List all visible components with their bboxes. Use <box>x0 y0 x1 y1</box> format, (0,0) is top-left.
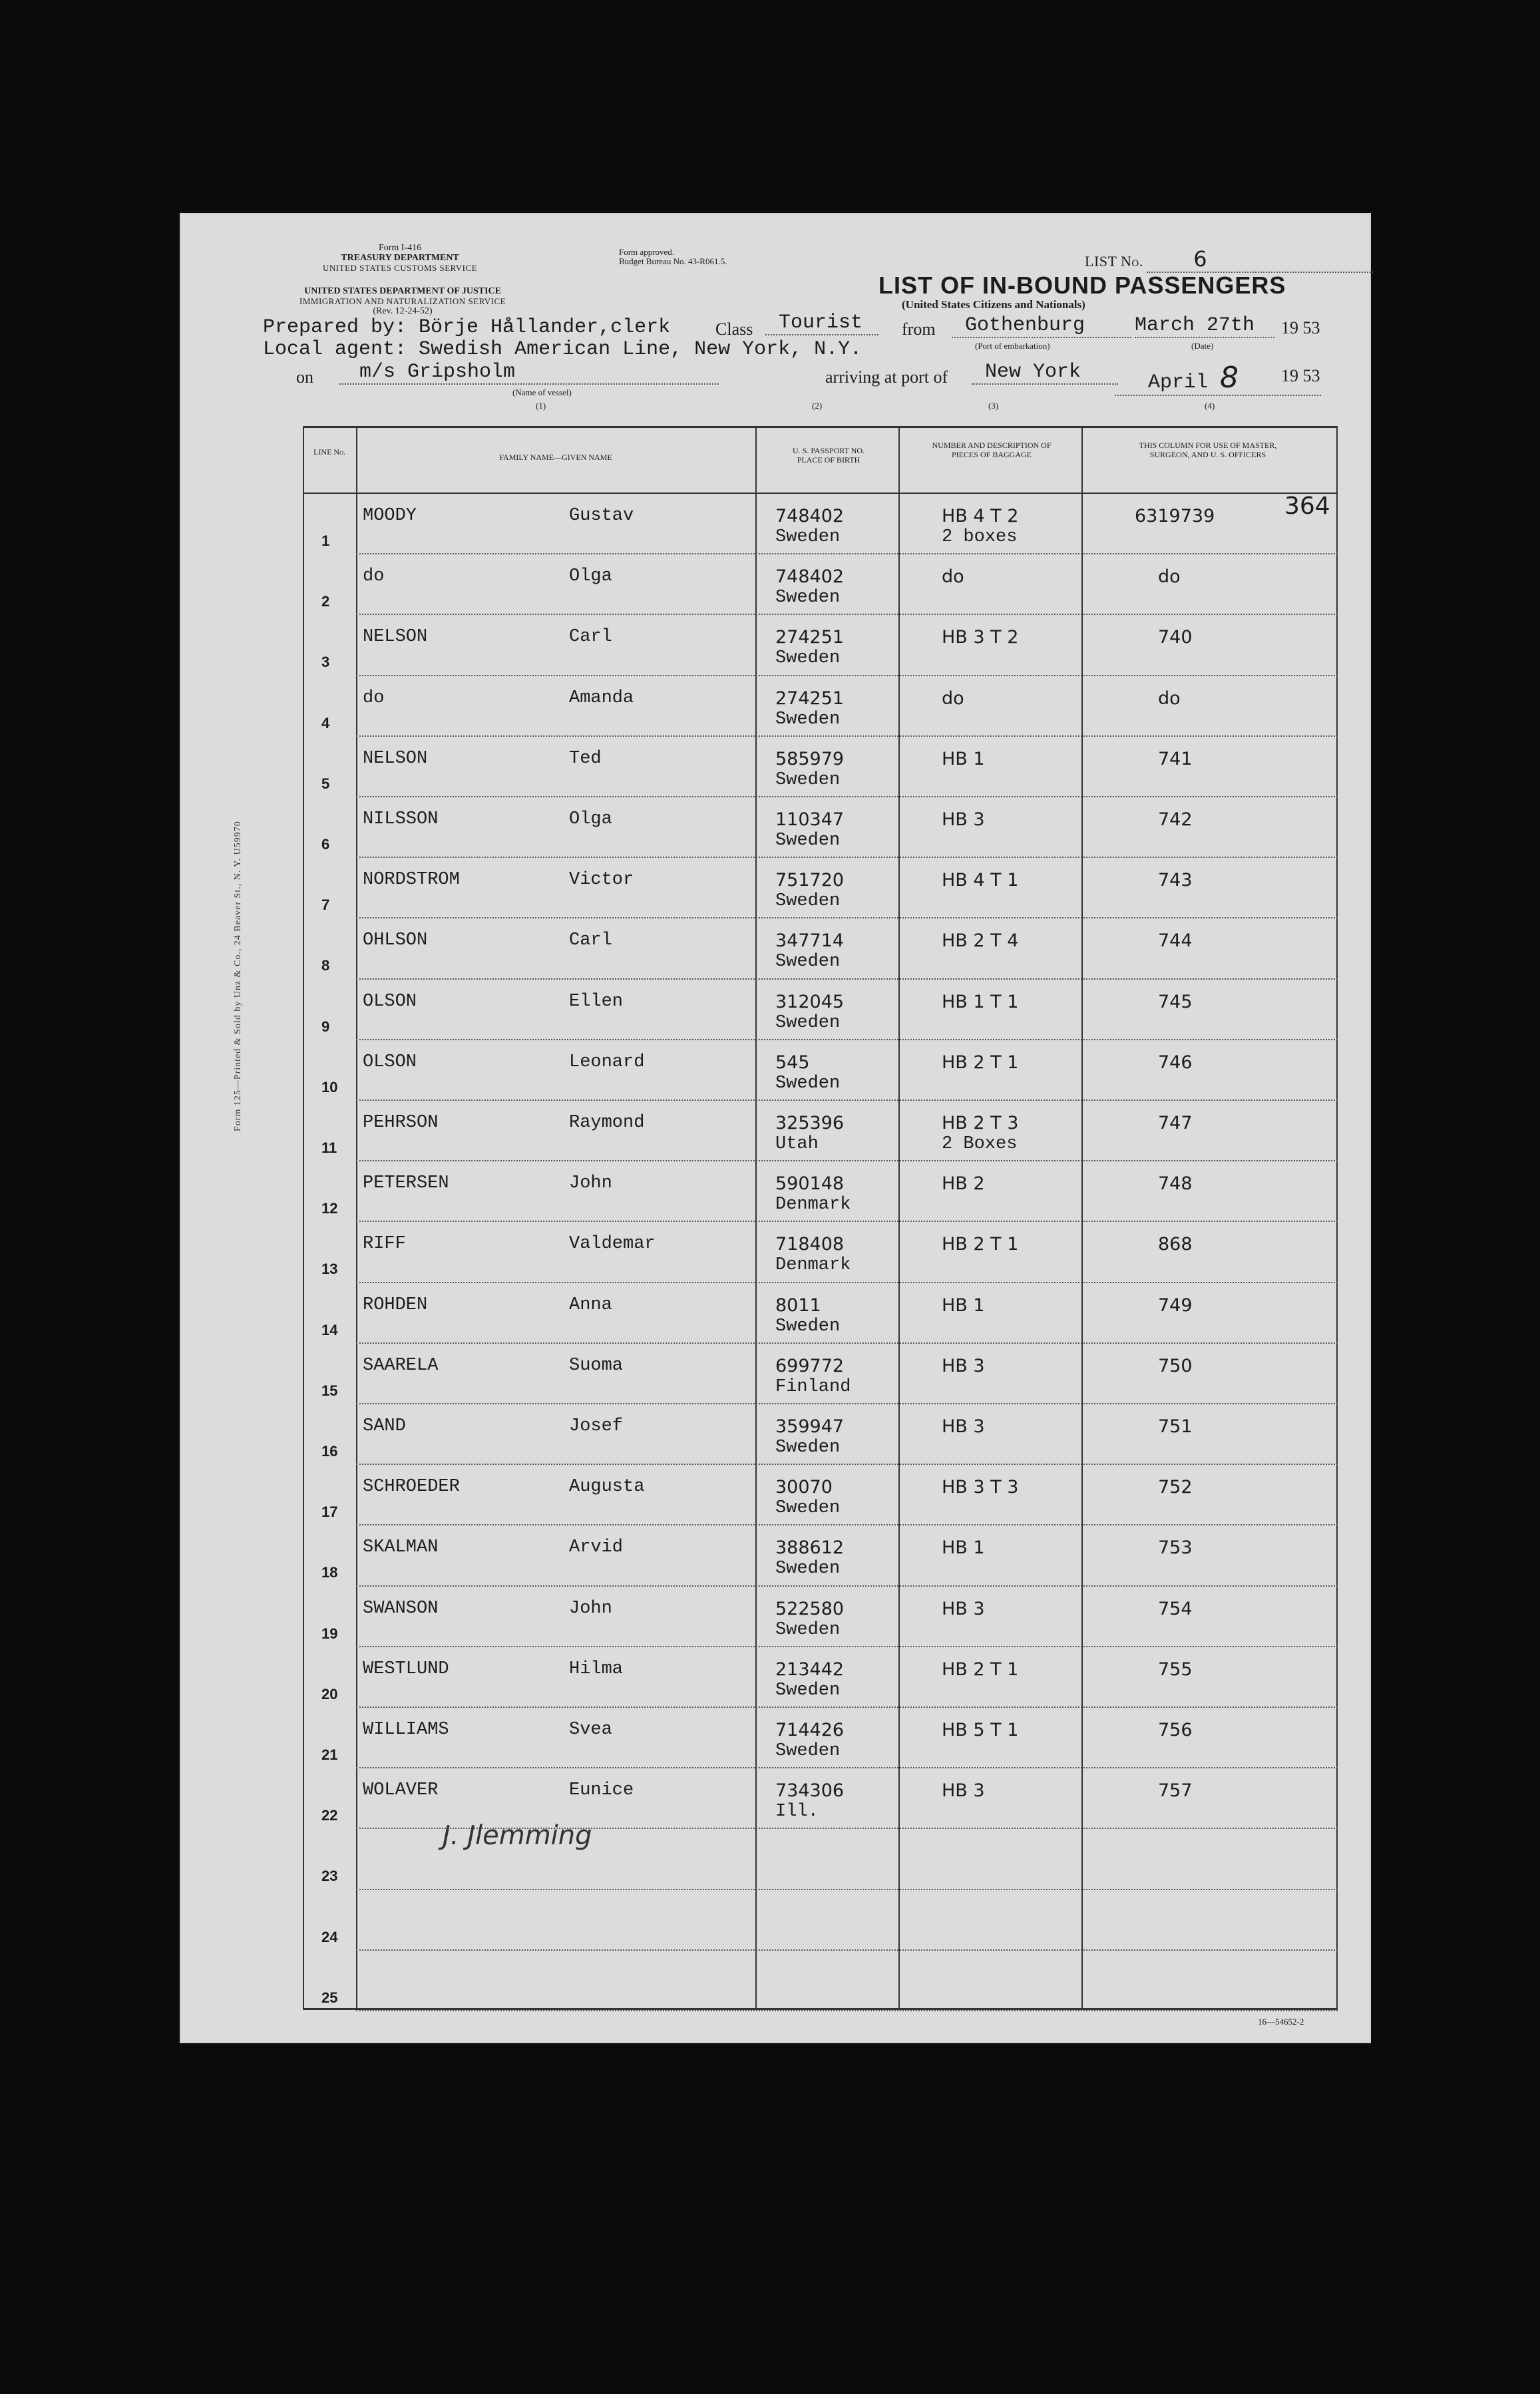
family-name: NELSON <box>363 627 428 648</box>
place-of-birth: Sweden <box>775 648 841 669</box>
baggage: HB 2 T 1 <box>942 1052 1019 1073</box>
passport-number: 522580 <box>775 1598 845 1619</box>
passport-number: 274251 <box>775 688 845 709</box>
baggage: HB 3 <box>942 1355 985 1376</box>
class-value: Tourist <box>765 311 878 335</box>
given-name: Augusta <box>569 1477 645 1497</box>
passenger-table <box>303 426 1338 2010</box>
officer-entry: do <box>1158 688 1181 709</box>
list-label: LIST No. <box>1085 253 1143 270</box>
line-number: 9 <box>321 1018 330 1035</box>
line-number: 18 <box>321 1564 338 1581</box>
line-number: 2 <box>321 593 330 610</box>
baggage: HB 1 <box>942 1537 985 1559</box>
row-divider <box>356 857 1338 858</box>
line-number: 20 <box>321 1685 338 1702</box>
passport-number: 30070 <box>775 1477 833 1498</box>
family-name: SWANSON <box>363 1598 439 1619</box>
family-name: RIFF <box>363 1234 406 1255</box>
officer-entry: 868 <box>1158 1234 1193 1255</box>
line-number: 15 <box>321 1382 338 1399</box>
line-number: 24 <box>321 1928 338 1945</box>
header-line-no: LINE No. <box>313 447 345 457</box>
given-name: Olga <box>569 809 612 829</box>
place-of-birth: Sweden <box>775 709 841 729</box>
place-of-birth: Sweden <box>775 1012 841 1033</box>
row-divider <box>356 1221 1338 1222</box>
passport-number: 699772 <box>775 1355 845 1376</box>
place-of-birth: Sweden <box>775 1073 841 1094</box>
place-of-birth: Sweden <box>775 1316 841 1336</box>
given-name: Eunice <box>569 1780 634 1801</box>
treasury-block <box>323 243 477 273</box>
family-name: NELSON <box>363 748 428 769</box>
passport-number: 359947 <box>775 1416 845 1437</box>
arrival-month: April <box>1148 371 1209 394</box>
row-divider <box>356 1282 1338 1283</box>
passport-number: 274251 <box>775 627 845 648</box>
officer-entry: 753 <box>1158 1537 1193 1559</box>
given-name: Suoma <box>569 1355 624 1376</box>
arrival-port: New York <box>972 361 1118 385</box>
place-of-birth: Sweden <box>775 831 841 851</box>
given-name: Arvid <box>569 1537 624 1558</box>
place-of-birth: Utah <box>775 1134 819 1154</box>
place-of-birth: Denmark <box>775 1195 851 1215</box>
given-name: Raymond <box>569 1113 645 1133</box>
baggage: HB 4 T 1 <box>942 870 1019 891</box>
header-name: FAMILY NAME—GIVEN NAME <box>499 453 612 462</box>
passport-number: 325396 <box>775 1113 845 1133</box>
page-title: LIST OF IN-BOUND PASSENGERS <box>878 272 1286 299</box>
line-number: 3 <box>321 654 330 671</box>
line-number: 13 <box>321 1261 338 1278</box>
family-name: NORDSTROM <box>363 870 460 891</box>
given-name: Valdemar <box>569 1234 656 1255</box>
row-divider <box>356 1524 1338 1525</box>
officer-entry: 6319739 <box>1135 506 1215 526</box>
family-name: NILSSON <box>363 809 439 829</box>
given-name: Anna <box>569 1295 612 1315</box>
passport-number: 748402 <box>775 506 845 526</box>
row-divider <box>356 553 1338 554</box>
baggage: HB 1 <box>942 1295 985 1316</box>
row-divider <box>356 675 1338 676</box>
col-mark-4: (4) <box>1205 401 1215 411</box>
form-approved: Form approved. <box>619 247 675 257</box>
departure-date: March 27th <box>1135 314 1274 338</box>
line-number: 17 <box>321 1503 338 1521</box>
approval-block <box>619 248 727 266</box>
passport-number: 714426 <box>775 1720 845 1740</box>
family-name: WOLAVER <box>363 1780 439 1801</box>
header-passport: U. S. PASSPORT NO. PLACE OF BIRTH <box>793 446 865 465</box>
row-divider <box>356 917 1338 918</box>
col-mark-1: (1) <box>536 401 546 411</box>
baggage: HB 1 T 1 <box>942 991 1019 1012</box>
line-number: 11 <box>321 1139 337 1156</box>
top-right-number: 364 <box>1284 493 1330 520</box>
justice-block <box>299 286 506 316</box>
officer-entry: do <box>1158 566 1181 588</box>
line-number: 22 <box>321 1807 338 1824</box>
place-of-birth: Sweden <box>775 1741 841 1761</box>
officer-entry: 752 <box>1158 1477 1193 1498</box>
baggage: HB 3 T 2 <box>942 627 1019 648</box>
ins-service: IMMIGRATION AND NATURALIZATION SERVICE <box>299 296 506 306</box>
local-agent: Local agent: Swedish American Line, New York, N.Y. <box>263 338 863 361</box>
place-of-birth: Denmark <box>775 1255 851 1276</box>
given-name: John <box>569 1173 612 1194</box>
list-number <box>1085 246 1373 273</box>
revision: (Rev. 12-24-52) <box>373 306 433 316</box>
baggage: HB 2 T 3 <box>942 1113 1019 1133</box>
row-divider <box>356 1889 1338 1890</box>
arrival-day: 8 <box>1220 361 1239 395</box>
line-number: 12 <box>321 1200 338 1217</box>
line-number: 19 <box>321 1625 338 1642</box>
line-number: 7 <box>321 897 330 914</box>
baggage: HB 3 <box>942 1780 985 1802</box>
row-divider <box>356 1403 1338 1404</box>
line-number: 6 <box>321 836 330 853</box>
treasury-dept: TREASURY DEPARTMENT <box>341 253 459 263</box>
baggage: HB 3 T 3 <box>942 1477 1019 1498</box>
col-mark-2: (2) <box>812 401 823 411</box>
passport-number: 312045 <box>775 991 845 1012</box>
family-name: WILLIAMS <box>363 1720 449 1740</box>
footer-code: 16—54652-2 <box>1258 2017 1304 2027</box>
page-subtitle: (United States Citizens and Nationals) <box>902 298 1085 311</box>
place-of-birth: Sweden <box>775 1498 841 1519</box>
baggage: HB 3 <box>942 1598 985 1619</box>
col-mark-3: (3) <box>988 401 999 411</box>
baggage: HB 4 T 2 <box>942 506 1019 526</box>
officer-entry: 740 <box>1158 627 1193 648</box>
given-name: Amanda <box>569 688 634 708</box>
given-name: Gustav <box>569 506 634 526</box>
passport-number: 734306 <box>775 1780 845 1802</box>
given-name: Olga <box>569 566 612 587</box>
passport-number: 213442 <box>775 1659 845 1680</box>
passport-number: 8011 <box>775 1295 821 1316</box>
row-divider <box>356 1099 1338 1101</box>
given-name: Hilma <box>569 1659 624 1679</box>
place-of-birth: Sweden <box>775 588 841 608</box>
line-number: 4 <box>321 714 330 731</box>
passport-number: 110347 <box>775 809 845 830</box>
line-number: 8 <box>321 957 330 974</box>
baggage: HB 3 <box>942 809 985 830</box>
passport-number: 718408 <box>775 1234 845 1255</box>
row-divider <box>356 1646 1338 1647</box>
baggage: HB 1 <box>942 748 985 769</box>
row-divider <box>356 796 1338 797</box>
form-number: Form I-416 <box>378 243 422 253</box>
officer-entry: 754 <box>1158 1598 1193 1619</box>
baggage-extra: 2 boxes <box>942 527 1018 547</box>
officer-entry: 744 <box>1158 930 1193 952</box>
passport-number: 545 <box>775 1052 810 1073</box>
on-label: on <box>296 367 313 387</box>
passport-number: 748402 <box>775 566 845 588</box>
baggage: HB 2 <box>942 1173 985 1195</box>
baggage: HB 2 T 4 <box>942 930 1019 952</box>
place-of-birth: Sweden <box>775 1438 841 1458</box>
family-name: WESTLUND <box>363 1659 449 1679</box>
given-name: Carl <box>569 627 612 648</box>
row-divider <box>356 1342 1338 1344</box>
family-name: SAARELA <box>363 1355 439 1376</box>
officer-entry: 742 <box>1158 809 1193 830</box>
officer-entry: 741 <box>1158 748 1193 769</box>
officer-entry: 756 <box>1158 1720 1193 1740</box>
line-number: 16 <box>321 1443 338 1460</box>
family-name: SKALMAN <box>363 1537 439 1558</box>
given-name: Svea <box>569 1720 612 1740</box>
justice-dept: UNITED STATES DEPARTMENT OF JUSTICE <box>304 286 501 296</box>
place-of-birth: Sweden <box>775 769 841 790</box>
port-note: (Port of embarkation) <box>975 341 1050 351</box>
header-baggage: NUMBER AND DESCRIPTION OF PIECES OF BAGGAGE <box>932 441 1052 459</box>
prepared-by: Prepared by: Börje Hållander,clerk <box>263 316 671 339</box>
line-number: 10 <box>321 1078 338 1096</box>
departure-year: 19 53 <box>1281 318 1320 337</box>
arriving-label: arriving at port of <box>825 367 948 387</box>
officer-entry: 745 <box>1158 991 1193 1012</box>
family-name: PETERSEN <box>363 1173 449 1194</box>
row-divider <box>356 2010 1338 2011</box>
passport-number: 751720 <box>775 870 845 891</box>
officer-entry: 746 <box>1158 1052 1193 1073</box>
line-number: 5 <box>321 775 330 792</box>
printer-imprint: Form 125—Printed & Sold by Unz & Co., 24 Beaver St., N. Y. U59970 <box>233 821 243 1131</box>
baggage-extra: 2 Boxes <box>942 1134 1018 1154</box>
row-divider <box>356 735 1338 737</box>
list-value: 6 <box>1147 246 1373 273</box>
passport-number: 388612 <box>775 1537 845 1559</box>
baggage: do <box>942 566 964 588</box>
family-name: PEHRSON <box>363 1113 439 1133</box>
officer-entry: 750 <box>1158 1355 1193 1376</box>
customs-service: UNITED STATES CUSTOMS SERVICE <box>323 263 478 273</box>
line-number: 23 <box>321 1868 338 1885</box>
vessel-name: m/s Gripsholm <box>339 361 719 385</box>
row-divider <box>356 1039 1338 1040</box>
place-of-birth: Ill. <box>775 1802 819 1822</box>
baggage: HB 3 <box>942 1416 985 1437</box>
row-divider <box>356 1160 1338 1161</box>
vessel-note: (Name of vessel) <box>512 387 572 397</box>
officer-entry: 757 <box>1158 1780 1193 1802</box>
given-name: John <box>569 1598 612 1619</box>
row-divider <box>356 1767 1338 1768</box>
row-divider <box>356 1464 1338 1465</box>
officer-entry: 751 <box>1158 1416 1193 1437</box>
place-of-birth: Finland <box>775 1376 851 1397</box>
officer-entry: 749 <box>1158 1295 1193 1316</box>
given-name: Josef <box>569 1416 624 1436</box>
family-name: SAND <box>363 1416 406 1436</box>
budget-bureau: Budget Bureau No. 43-R061.5. <box>619 256 727 266</box>
baggage: HB 2 T 1 <box>942 1659 1019 1680</box>
given-name: Ellen <box>569 991 624 1012</box>
place-of-birth: Sweden <box>775 891 841 912</box>
place-of-birth: Sweden <box>775 952 841 972</box>
from-label: from <box>902 319 936 339</box>
header-officers: THIS COLUMN FOR USE OF MASTER, SURGEON, AND U. S. OFFICERS <box>1139 441 1277 459</box>
row-divider <box>356 1949 1338 1951</box>
line-number: 14 <box>321 1321 338 1338</box>
family-name: MOODY <box>363 506 417 526</box>
passport-number: 590148 <box>775 1173 845 1195</box>
row-divider <box>356 1706 1338 1708</box>
line-number: 21 <box>321 1746 338 1763</box>
baggage: HB 2 T 1 <box>942 1234 1019 1255</box>
given-name: Carl <box>569 930 612 951</box>
place-of-birth: Sweden <box>775 1619 841 1640</box>
family-name: OHLSON <box>363 930 428 951</box>
family-name: do <box>363 566 385 587</box>
officer-entry: 755 <box>1158 1659 1193 1680</box>
family-name: OLSON <box>363 1052 417 1072</box>
baggage: HB 5 T 1 <box>942 1720 1019 1740</box>
line-number: 1 <box>321 532 330 549</box>
class-label: Class <box>715 319 753 339</box>
passport-number: 585979 <box>775 748 845 769</box>
arrival-year: 19 53 <box>1281 366 1320 385</box>
family-name: OLSON <box>363 991 417 1012</box>
line-number: 25 <box>321 1989 338 2006</box>
family-name: ROHDEN <box>363 1295 428 1315</box>
baggage: do <box>942 688 964 709</box>
given-name: Victor <box>569 870 634 891</box>
from-value: Gothenburg <box>952 314 1131 338</box>
row-divider <box>356 614 1338 615</box>
row-divider <box>356 978 1338 980</box>
row-divider <box>356 1585 1338 1587</box>
place-of-birth: Sweden <box>775 527 841 547</box>
family-name: SCHROEDER <box>363 1477 460 1497</box>
signature: J. Jlemming <box>443 1820 592 1851</box>
passport-number: 347714 <box>775 930 845 952</box>
officer-entry: 743 <box>1158 870 1193 891</box>
given-name: Leonard <box>569 1052 645 1072</box>
officer-entry: 748 <box>1158 1173 1193 1195</box>
place-of-birth: Sweden <box>775 1559 841 1579</box>
place-of-birth: Sweden <box>775 1680 841 1700</box>
date-note: (Date) <box>1191 341 1214 351</box>
given-name: Ted <box>569 748 602 769</box>
passenger-list-form <box>180 213 1371 2043</box>
officer-entry: 747 <box>1158 1113 1193 1133</box>
family-name: do <box>363 688 385 708</box>
